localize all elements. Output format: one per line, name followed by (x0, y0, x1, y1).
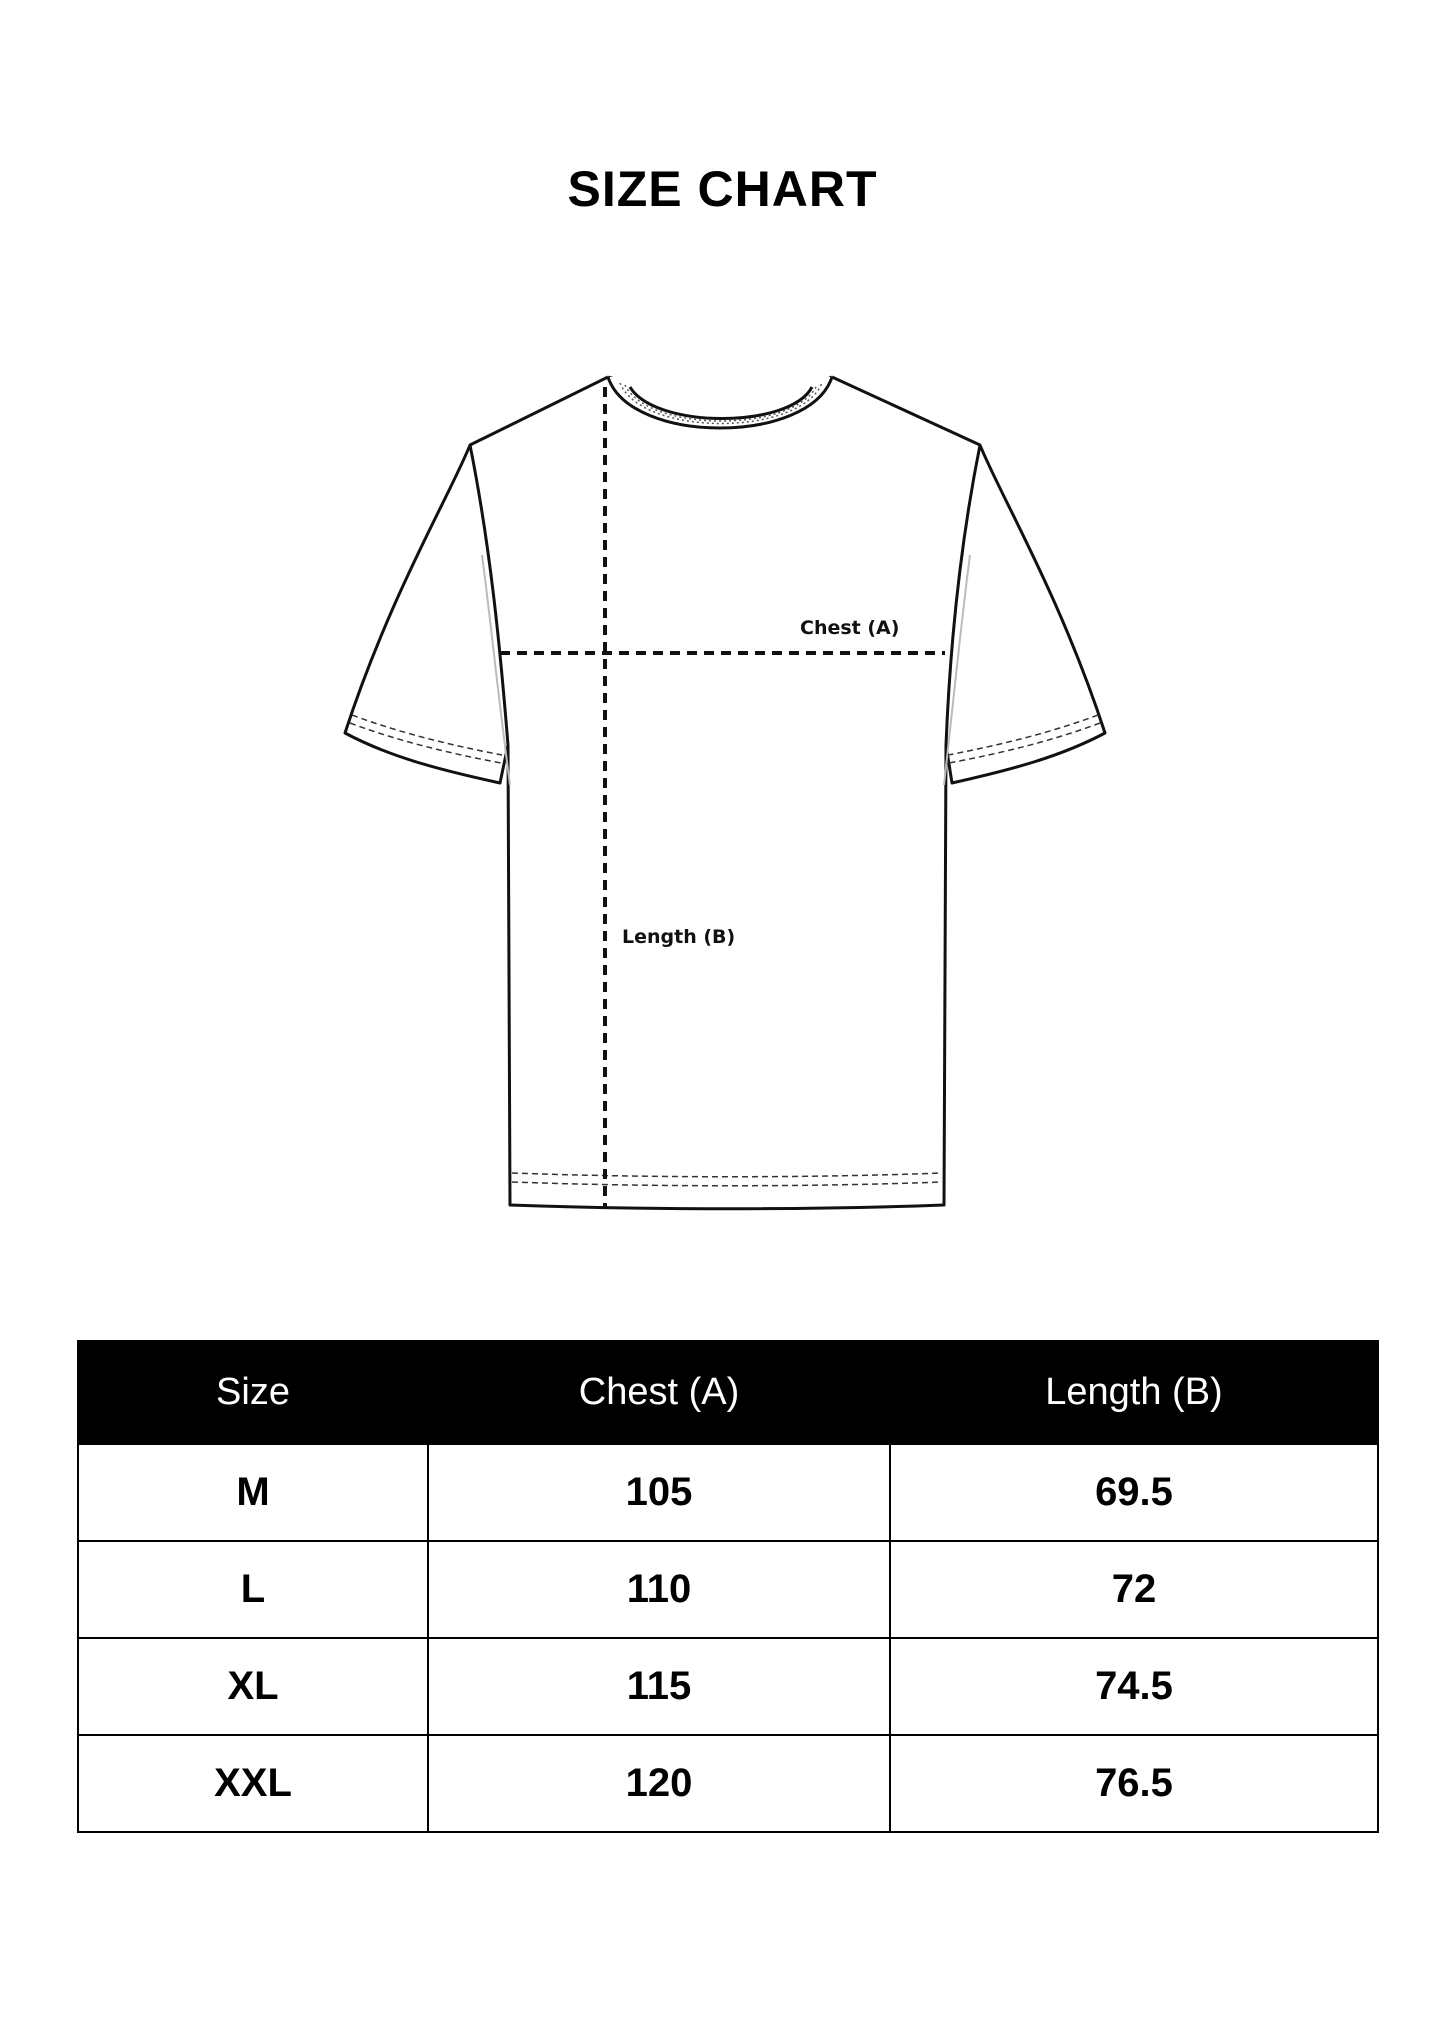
size-cell: XXL (78, 1735, 428, 1832)
page-title: SIZE CHART (567, 161, 878, 217)
header-chest: Chest (A) (428, 1341, 890, 1444)
chest-cell: 115 (428, 1638, 890, 1735)
chest-label: Chest (A) (800, 617, 900, 639)
length-cell: 76.5 (890, 1735, 1378, 1832)
chest-cell: 120 (428, 1735, 890, 1832)
table-row (78, 1638, 1378, 1735)
collar (608, 377, 832, 428)
header-length: Length (B) (890, 1341, 1378, 1444)
chest-cell: 105 (428, 1444, 890, 1541)
header-size: Size (78, 1341, 428, 1444)
table-row (78, 1541, 1378, 1638)
shirt-outline (345, 377, 1105, 1209)
length-cell: 69.5 (890, 1444, 1378, 1541)
table-row (78, 1735, 1378, 1832)
size-cell: L (78, 1541, 428, 1638)
size-cell: M (78, 1444, 428, 1541)
table-header-row (78, 1341, 1378, 1444)
tshirt-diagram (330, 365, 1120, 1225)
table-row (78, 1444, 1378, 1541)
length-label: Length (B) (622, 926, 736, 948)
length-cell: 72 (890, 1541, 1378, 1638)
tshirt-icon (330, 365, 1120, 1225)
length-cell: 74.5 (890, 1638, 1378, 1735)
size-table (77, 1340, 1379, 1833)
size-cell: XL (78, 1638, 428, 1735)
chest-cell: 110 (428, 1541, 890, 1638)
